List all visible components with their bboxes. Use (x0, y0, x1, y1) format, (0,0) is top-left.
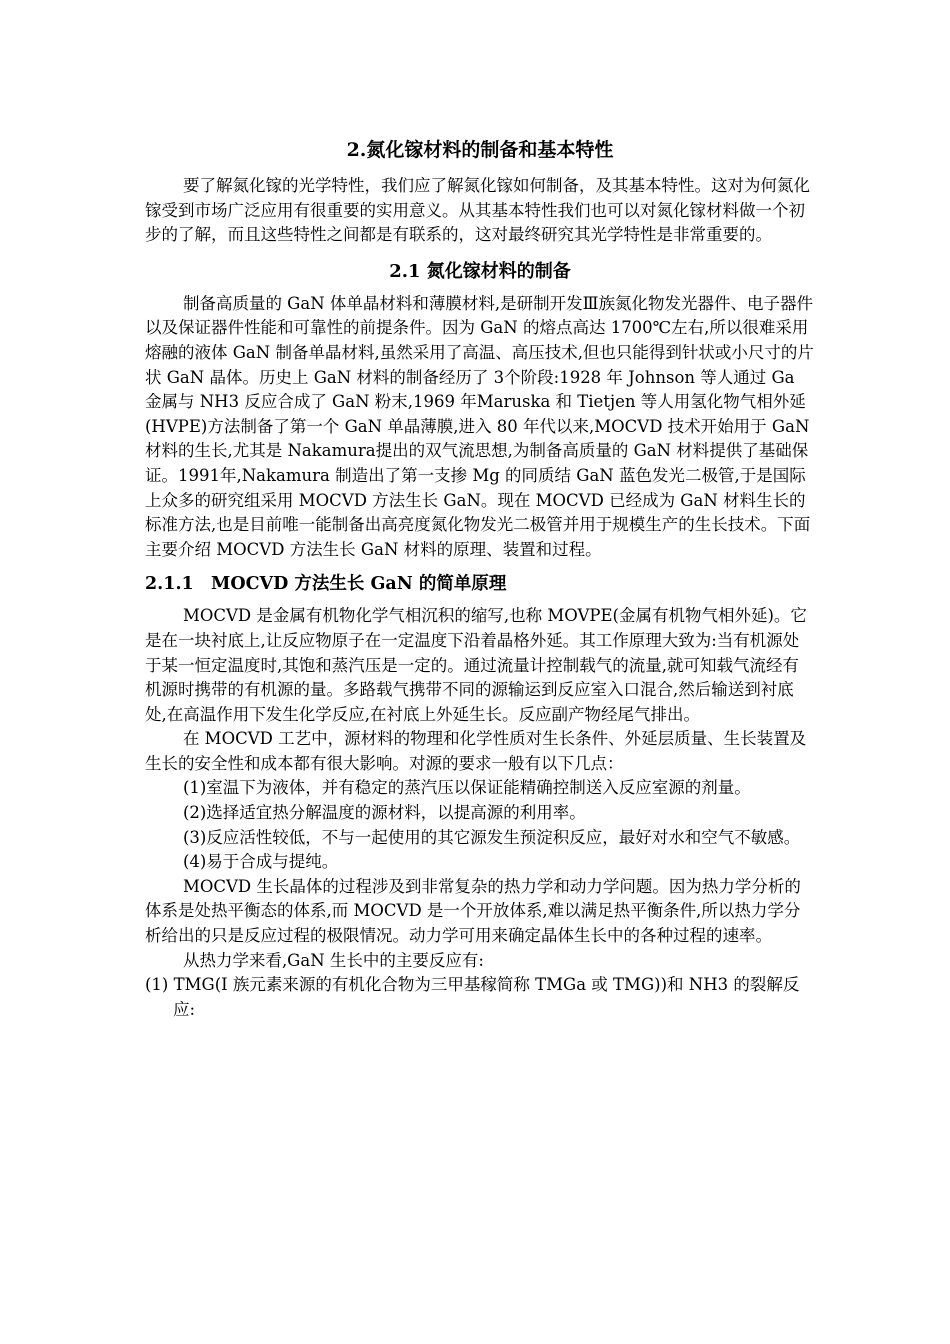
reaction-list-item-1: (1) TMG(I 族元素来源的有机化合物为三甲基稼简称 TMGa 或 TMG))和 NH3 的裂解反应: (145, 975, 800, 1019)
document-page (145, 132, 815, 1022)
main-reactions-intro: 从热力学来看,GaN 生长中的主要反应有: (182, 950, 484, 970)
requirement-2: (2)选择适宜热分解温度的源材料，以提高源的利用率。 (182, 803, 586, 823)
section-2-1-1-number: 2.1.1 (145, 574, 194, 595)
section-2-intro-paragraph: 要了解氮化镓的光学特性，我们应了解氮化镓如何制备，及其基本特性。这对为何氮化镓受到市场广泛应用有很重要的实用意义。从其基本特性我们也可以对氮化镓材料做一个初步的了解，而且这些特性之间都是有联系的，这对最终研究其光学特性是非常重要的。 (145, 176, 810, 245)
section-2-1-1-heading (145, 570, 815, 598)
section-2-1-1-title: MOCVD 方法生长 GaN 的简单原理 (211, 574, 507, 595)
mocvd-principle-paragraph: MOCVD 是金属有机物化学气相沉积的缩写,也称 MOVPE(金属有机物气相外延)。它是在一块衬底上,让反应物原子在一定温度下沿着晶格外延。其工作原理大致为:当有机源处于某一恒定温度时,其饱和蒸汽压是一定的。通过流量计控制载气的流量,就可知载气流经有机源时携带的有机源的量。多路载气携带不同的源输运到反应室入口混合,然后输送到衬底处,在高温作用下发生化学反应,在衬底上外延生长。反应副产物经尾气排出。 (145, 606, 807, 724)
source-material-paragraph: 在 MOCVD 工艺中，源材料的物理和化学性质对生长条件、外延层质量、生长装置及生长的安全性和成本都有很大影响。对源的要求一般有以下几点： (145, 729, 807, 773)
requirement-1: (1)室温下为液体，并有稳定的蒸汽压以保证能精确控制送入反应室源的剂量。 (182, 778, 751, 798)
requirement-3: (3)反应活性较低，不与一起使用的其它源发生预淀积反应，最好对水和空气不敏感。 (182, 827, 801, 847)
requirement-4: (4)易于合成与提纯。 (182, 852, 339, 872)
section-2-1-paragraph: 制备高质量的 GaN 体单晶材料和薄膜材料,是研制开发Ⅲ族氮化物发光器件、电子器件以及保证器件性能和可靠性的前提条件。因为 GaN 的熔点高达 1700℃左右,所以很难采用熔融的液体 GaN 制备单晶材料,虽然采用了高温、高压技术,但也只能得到针状或小尺寸的片状 GaN 晶体。历史上 GaN 材料的制备经历了 3个阶段:1928 年 Johnson 等人通过 Ga 金属与 NH3 反应合成了 GaN 粉末,1969 年Maruska 和 Tietjen 等人用氢化物气相外延(HVPE)方法制备了第一个 GaN 单晶薄膜,进入 80 年代以来,MOCVD 技术开始用于 GaN 材料的生长,尤其是 Nakamura提出的双气流思想,为制备高质量的 GaN 材料提供了基础保证。1991年,Nakamura 制造出了第一支掺 Mg 的同质结 GaN 蓝色发光二极管,于是国际上众多的研究组采用 MOCVD 方法生长 GaN。现在 MOCVD 已经成为 GaN 材料生长的标准方法,也是目前唯一能制备出高亮度氮化物发光二极管并用于规模生产的生长技术。下面主要介绍 MOCVD 方法生长 GaN 材料的原理、装置和过程。 (145, 293, 814, 559)
section-2-1-heading: 2.1 氮化镓材料的制备 (389, 260, 571, 282)
section-2-heading: 2.氮化镓材料的制备和基本特性 (346, 139, 614, 161)
thermodynamics-paragraph: MOCVD 生长晶体的过程涉及到非常复杂的热力学和动力学问题。因为热力学分析的体系是处热平衡态的体系,而 MOCVD 是一个开放体系,难以满足热平衡条件,所以热力学分析给出的只是反应过程的极限情况。动力学可用来确定晶体生长中的各种过程的速率。 (145, 876, 801, 946)
